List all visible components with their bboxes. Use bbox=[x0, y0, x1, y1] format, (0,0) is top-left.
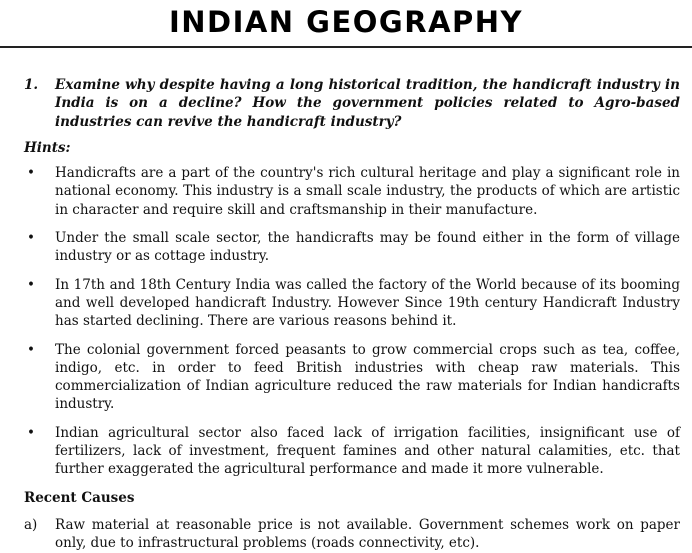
bullet-icon: • bbox=[27, 341, 35, 358]
cause-text: Raw material at reasonable price is not available. Government schemes work on paper only, due to infrastructural problems (roads connectivity, etc). bbox=[55, 516, 680, 552]
cause-label: a) bbox=[24, 516, 38, 533]
page-title: INDIAN GEOGRAPHY bbox=[168, 5, 524, 39]
bullet-icon: • bbox=[27, 165, 35, 182]
bullet-icon: • bbox=[27, 276, 35, 293]
bullet-icon: • bbox=[27, 230, 35, 247]
question-text: Examine why despite having a long historical tradition, the handicraft industry in India is on a decline? How the government policies related to Agro-based industries can revive the handicraft industry? bbox=[55, 77, 680, 130]
hint-text: Indian agricultural sector also faced lack of irrigation facilities, insignificant use of fertilizers, lack of investment, frequent famines and other natural calamities, etc. that further exaggerated the agricultural performance and made it more vulnerable. bbox=[55, 424, 680, 478]
page-header bbox=[0, 0, 692, 48]
hints-list bbox=[24, 164, 680, 478]
document-body bbox=[24, 76, 680, 553]
hint-item bbox=[24, 276, 680, 331]
question-number: 1. bbox=[24, 77, 39, 93]
hint-item bbox=[24, 424, 680, 479]
hint-item bbox=[24, 341, 680, 414]
hint-item bbox=[24, 164, 680, 219]
hint-text: Handicrafts are a part of the country's rich cultural heritage and play a significant role in national economy. This industry is a small scale industry, the products of which are artistic in character and require skill and craftsmanship in their manufacture. bbox=[55, 165, 680, 218]
cause-item bbox=[24, 516, 680, 553]
hint-text: Under the small scale sector, the handicrafts may be found either in the form of village industry or as cottage industry. bbox=[55, 230, 680, 265]
question bbox=[24, 76, 680, 131]
hint-text: In 17th and 18th Century India was called the factory of the World because of its booming and well developed handicraft Industry. However Since 19th century Handicraft Industry has started declining. There are various reasons behind it. bbox=[55, 276, 680, 330]
hints-heading: Hints: bbox=[24, 139, 71, 156]
recent-causes-heading: Recent Causes bbox=[24, 489, 135, 506]
hint-item bbox=[24, 229, 680, 266]
hint-text: The colonial government forced peasants to grow commercial crops such as tea, coffee, indigo, etc. in order to feed British industries with cheap raw materials. This commercialization of Indian agriculture reduced the raw materials for Indian handicrafts industry. bbox=[55, 341, 680, 413]
bullet-icon: • bbox=[27, 424, 35, 441]
